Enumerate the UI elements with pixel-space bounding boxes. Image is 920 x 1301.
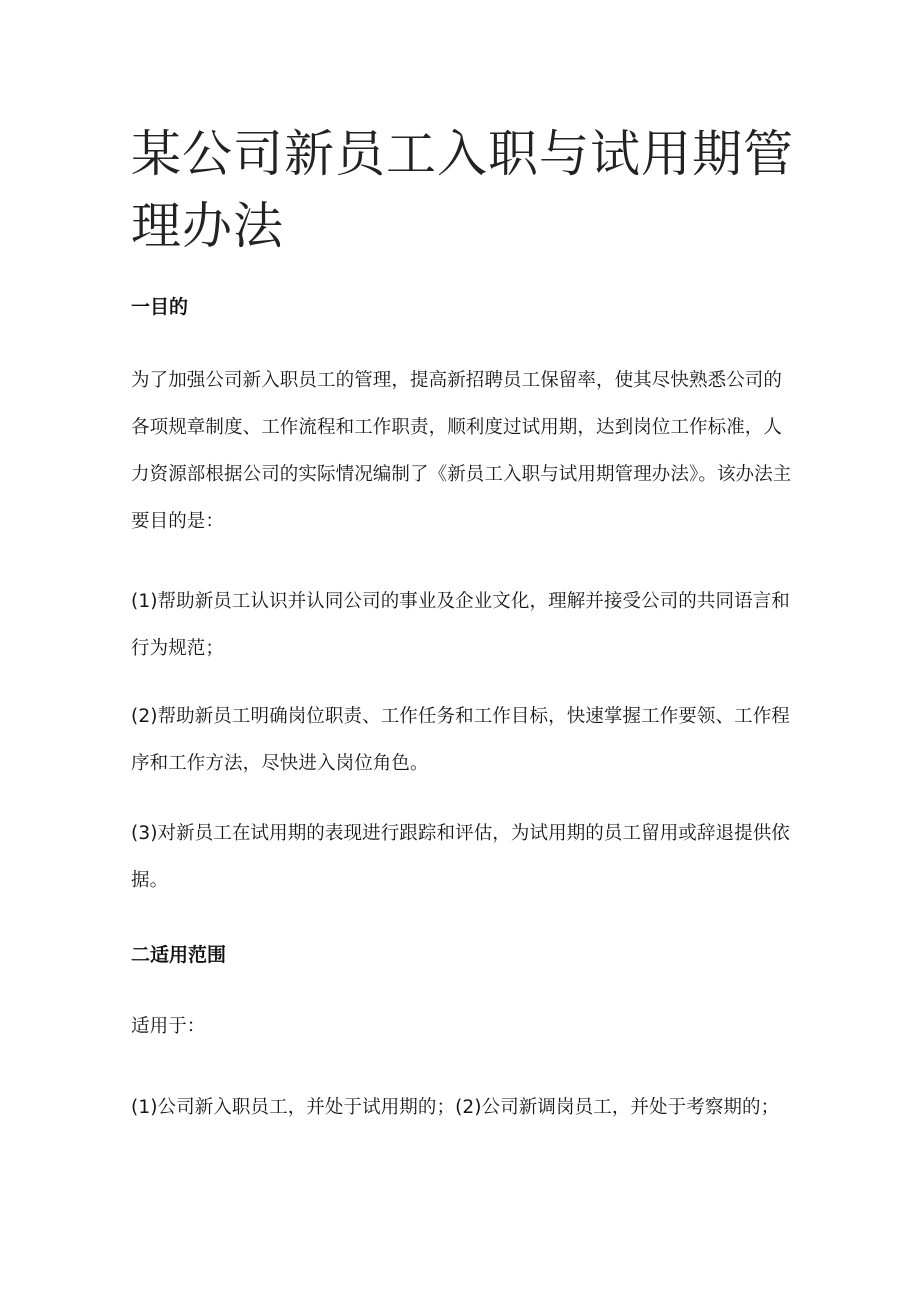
document-title: 某公司新员工入职与试用期管理办法 [131, 125, 794, 255]
purpose-item-1: (1)帮助新员工认识并认同公司的事业及企业文化，理解并接受公司的共同语言和行为规范； [131, 591, 790, 659]
purpose-item-3: (3)对新员工在试用期的表现进行跟踪和评估，为试用期的员工留用或辞退提供依据。 [131, 823, 790, 891]
scope-intro-paragraph: 适用于： [131, 1016, 206, 1037]
purpose-intro-paragraph: 为了加强公司新入职员工的管理，提高新招聘员工保留率，使其尽快熟悉公司的各项规章制度、工作流程和工作职责，顺利度过试用期，达到岗位工作标准，人力资源部根据公司的实际情况编制了《新员工入职与试用期管理办法》。该办法主要目的是： [131, 370, 792, 532]
scope-items-paragraph: (1)公司新入职员工，并处于试用期的；(2)公司新调岗员工，并处于考察期的； [131, 1097, 780, 1118]
purpose-item-2: (2)帮助新员工明确岗位职责、工作任务和工作目标，快速掌握工作要领、工作程序和工作方法，尽快进入岗位角色。 [131, 706, 790, 774]
section-heading-scope: 二适用范围 [131, 944, 227, 966]
section-heading-purpose: 一目的 [131, 296, 189, 318]
